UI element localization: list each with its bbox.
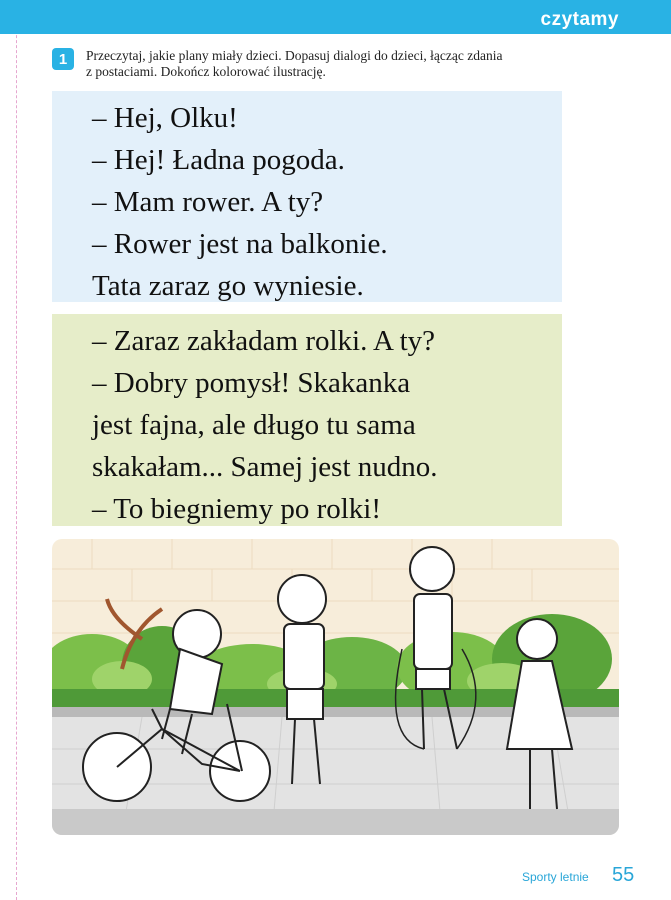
dialog-line: – Zaraz zakładam rolki. A ty? [92, 325, 436, 357]
task-instruction [86, 48, 586, 80]
coloring-illustration [52, 539, 619, 835]
dialog-line: – To biegniemy po rolki! [92, 493, 382, 525]
dialog-line: – Rower jest na balkonie. [92, 228, 388, 260]
dialog-box-blue [52, 91, 562, 302]
dialog-line: jest fajna, ale długo tu sama [92, 409, 416, 441]
instruction-line-1: Przeczytaj, jakie plany miały dzieci. Dopasuj dialogi do dzieci, łącząc zdania [86, 48, 503, 63]
dialog-line: Tata zaraz go wyniesie. [92, 270, 364, 302]
page-margin-line [16, 0, 17, 900]
dialog-line: skakałam... Samej jest nudno. [92, 451, 438, 483]
dialog-line: – Hej, Olku! [92, 102, 238, 134]
section-tab: czytamy [501, 6, 671, 34]
dialog-line: – Hej! Ładna pogoda. [92, 144, 345, 176]
dialog-line: – Mam rower. A ty? [92, 186, 324, 218]
dialog-box-green [52, 314, 562, 526]
page-number: 55 [612, 864, 635, 886]
task-number-badge: 1 [52, 48, 74, 70]
chapter-label: Sporty letnie [522, 870, 589, 884]
instruction-line-2: z postaciami. Dokończ kolorować ilustrację. [86, 64, 326, 79]
dialog-line: – Dobry pomysł! Skakanka [92, 367, 411, 399]
